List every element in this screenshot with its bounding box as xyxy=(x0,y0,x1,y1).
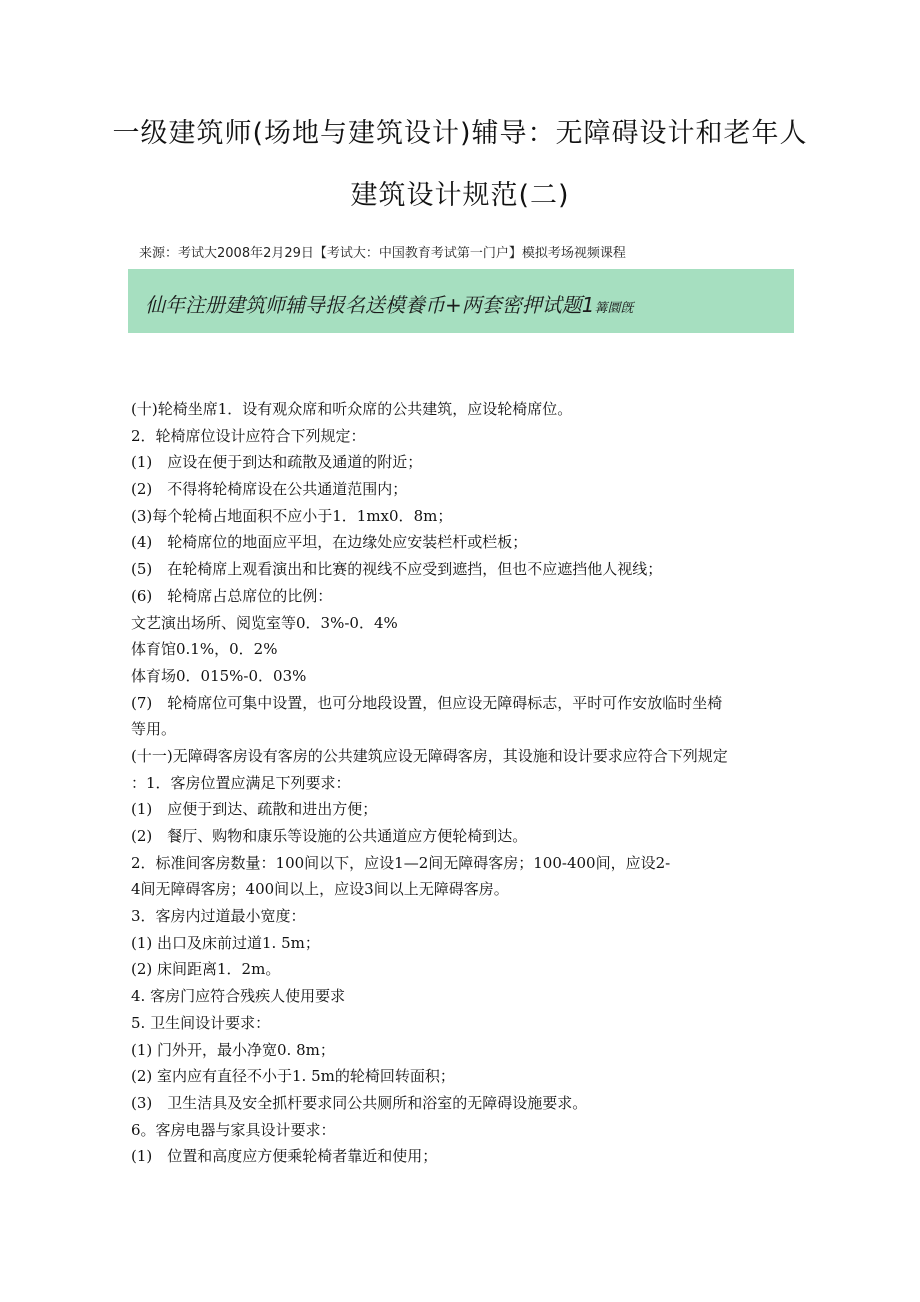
source-line: 来源：考试大2008年2月29日【考试大：中国教育考试第一门户】模拟考场视频课程 xyxy=(139,246,626,261)
body-line: 等用。 xyxy=(131,720,177,739)
body-line: (1) 位置和高度应方便乘轮椅者靠近和使用； xyxy=(131,1147,438,1166)
body-line: (2) 不得将轮椅席设在公共通道范围内； xyxy=(131,480,408,499)
promo-banner-main: 仙年注册建筑师辅导报名送模養币+两套密押试题1 xyxy=(145,293,595,317)
body-line: (3)每个轮椅占地面积不应小于1．1mx0．8m； xyxy=(131,506,453,525)
body-line: 体育馆0.1%，0．2% xyxy=(131,640,278,659)
body-line: (十一)无障碍客房设有客房的公共建筑应设无障碍客房，其设施和设计要求应符合下列规定 xyxy=(131,746,728,765)
promo-banner-small: 篝圜旣 xyxy=(594,301,634,316)
body-line: (2) 餐厅、购物和康乐等设施的公共通道应方便轮椅到达。 xyxy=(131,827,528,845)
body-line: 2．标准间客房数量：100间以下，应设1—2间无障碍客房；100-400间，应设2- xyxy=(131,853,671,872)
body-line: 3．客房内过道最小宽度： xyxy=(131,907,306,926)
body-line: (1) 门外开，最小净宽0. 8m； xyxy=(131,1040,335,1059)
article-body xyxy=(131,396,791,1170)
body-line: (3) 卫生洁具及安全抓杆要求同公共厕所和浴室的无障碍设施要求。 xyxy=(131,1093,588,1112)
body-line: ：1．客房位置应满足下列要求： xyxy=(131,773,351,792)
body-line: 6。客房电器与家具设计要求： xyxy=(131,1120,336,1139)
body-line: (7) 轮椅席位可集中设置，也可分地段设置，但应设无障碍标志，平时可作安放临时坐椅 xyxy=(131,693,723,712)
body-line: (2) 床间距离1．2m。 xyxy=(131,960,281,979)
promo-banner[interactable] xyxy=(128,269,794,333)
body-line: 文艺演出场所、阅览室等0．3%-0．4% xyxy=(131,613,398,632)
page-title-line-1: 一级建筑师(场地与建筑设计)辅导：无障碍设计和老年人 xyxy=(112,118,808,149)
body-line: 体育场0．015%-0．03% xyxy=(131,666,307,685)
body-line: (4) 轮椅席位的地面应平坦，在边缘处应安装栏杆或栏板； xyxy=(131,533,528,552)
page-title-line-2: 建筑设计规范(二) xyxy=(350,180,570,211)
body-line: 4间无障碍客房；400间以上，应设3间以上无障碍客房。 xyxy=(131,880,509,899)
body-line: (5) 在轮椅席上观看演出和比赛的视线不应受到遮挡，但也不应遮挡他人视线； xyxy=(131,560,663,579)
body-line: (6) 轮椅席占总席位的比例： xyxy=(131,586,333,605)
body-line: (十)轮椅坐席1．设有观众席和听众席的公共建筑，应设轮椅席位。 xyxy=(131,400,573,418)
promo-banner-text xyxy=(145,289,634,318)
body-line: 4. 客房门应符合残疾人使用要求 xyxy=(131,987,346,1006)
body-line: 5. 卫生间设计要求： xyxy=(131,1013,271,1032)
body-line: (1) 出口及床前过道1. 5m； xyxy=(131,933,320,952)
body-line: (1) 应便于到达、疏散和进出方便； xyxy=(131,800,378,819)
body-line: 2．轮椅席位设计应符合下列规定： xyxy=(131,426,366,445)
body-line: (2) 室内应有直径不小于1. 5m的轮椅回转面积； xyxy=(131,1067,455,1086)
body-line: (1) 应设在便于到达和疏散及通道的附近； xyxy=(131,453,423,472)
